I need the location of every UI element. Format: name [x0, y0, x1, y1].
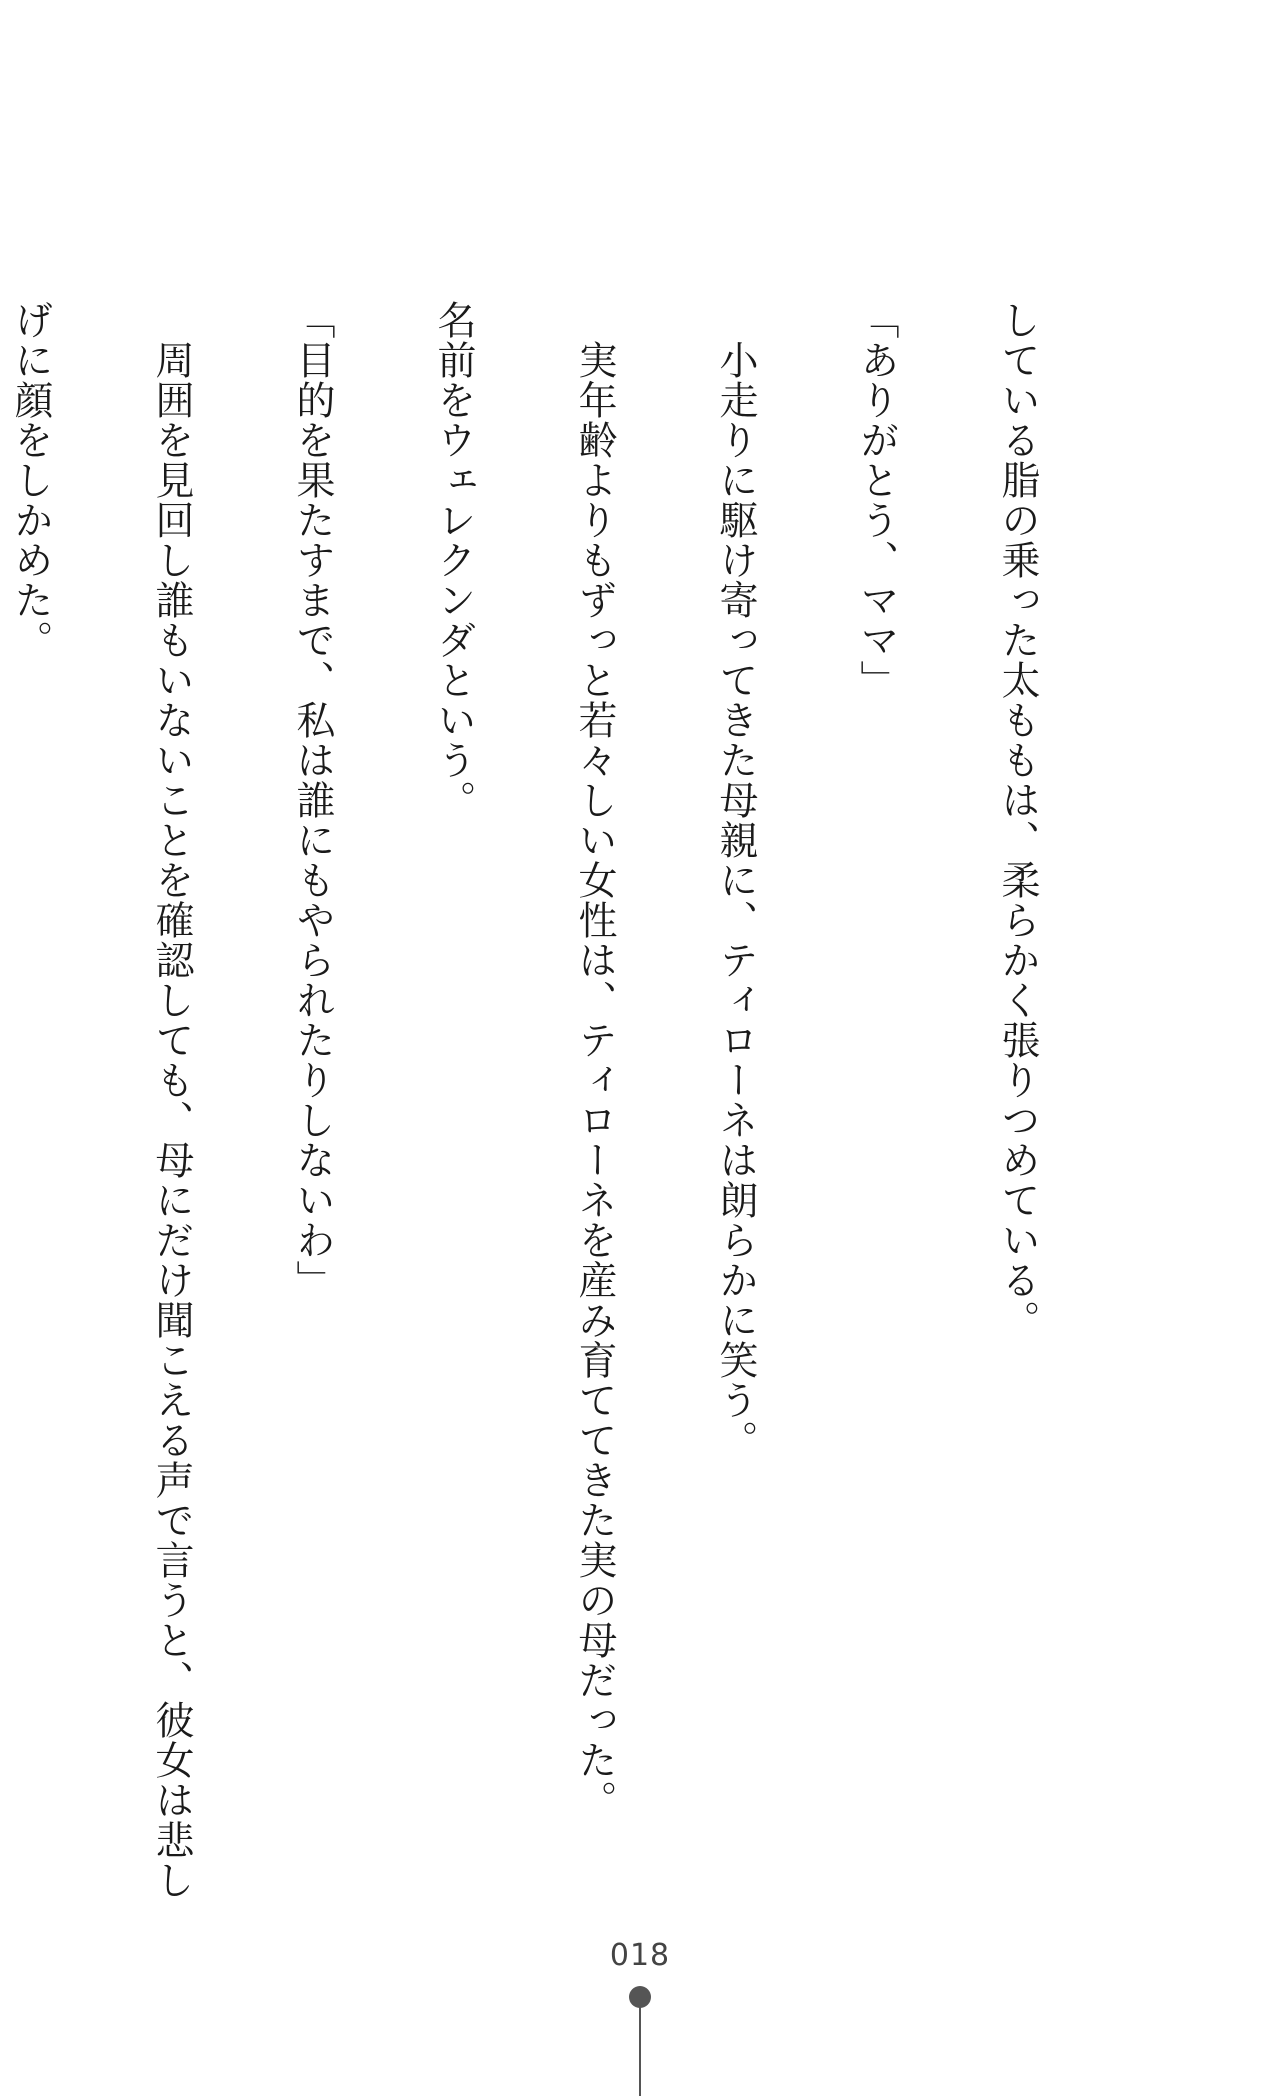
- text-line: 小走りに駆け寄ってきた母親に、ティローネは朗らかに笑う。: [713, 300, 758, 1460]
- text-line: 「目的を果たすまで、私は誰にもやられたりしないわ」: [290, 300, 335, 1300]
- text-line: している脂の乗った太ももは、柔らかく張りつめている。: [995, 300, 1040, 1340]
- page-number: 018: [609, 1938, 671, 1973]
- text-line: 実年齢よりもずっと若々しい女性は、ティローネを産み育ててきた実の母だった。: [572, 300, 617, 1820]
- vertical-text-body: [0, 300, 1135, 1900]
- text-line: 周囲を見回し誰もいないことを確認しても、母にだけ聞こえる声で言うと、彼女は悲し: [149, 300, 194, 1900]
- text-line: げに顔をしかめた。: [8, 300, 53, 660]
- text-line: 名前をウェレクンダという。: [431, 300, 476, 820]
- footer-dot-ornament: [629, 1986, 651, 2008]
- footer-vertical-rule: [639, 2006, 641, 2096]
- text-line: 「ありがとう、ママ」: [854, 300, 899, 700]
- page-footer: [0, 1938, 1280, 1973]
